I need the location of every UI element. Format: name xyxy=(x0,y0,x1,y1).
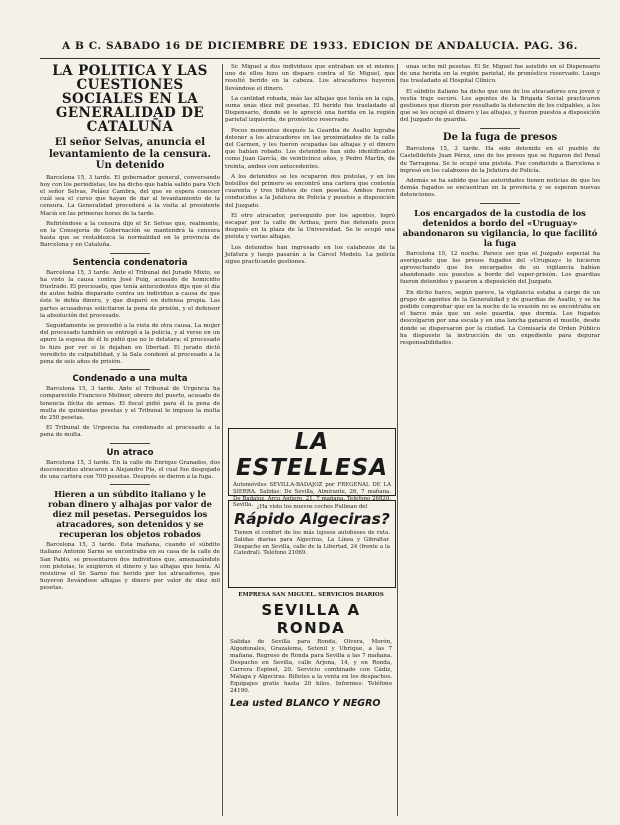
headline-atraco: Un atraco xyxy=(106,447,154,458)
article-paragraph: Seguidamente se procedió a la vista de otra causa. La mujer del procesado también se entregó a la policía, y al verse en un apuro la esposa de él le pidió que no le delatara; el procesado lo hizo por ver si le dejaban en libertad. El jurado dictó veredicto de culpabilidad, y la Sala condenó al procesado a la pena de seis años de prisión. xyxy=(40,322,220,365)
ad-kicker: ¿Ha visto los nuevos coches Pullman del xyxy=(256,504,368,510)
article-paragraph: En dicho barco, según parece, la vigilancia estaba a cargo de un grupo de agentes de la Generalidad y de guardias de Asalto, y se ha podido comprobar que en la noche de la evasión no se encontraba en el barco más que un solo guardia, que dormía. Los fugados descolgaron por una escala y en una lancha ganaron el muelle, desde donde se dispersaron por la ciudad. La Comisaría de Orden Público ha dispuesto la instrucción de un expediente para depurar responsabilidades. xyxy=(400,289,600,346)
section-rule xyxy=(110,369,150,370)
article-paragraph: Pocos momentos después la Guardia de Asalto lograba detener a los atracadores en las proximidades de la calle del Carmen, y les fueron ocupadas las alhajas y el dinero que habían robado. Los detenidos han sido identificados como Juan García, de veinticinco años, y Pedro Martín, de treinta, ambos con antecedentes. xyxy=(225,127,395,170)
section-rule xyxy=(480,203,520,204)
headline-politica: LA POLITICA Y LAS CUESTIONES SOCIALES EN LA GENERALIDAD DE CATALUÑA xyxy=(52,63,208,135)
article-paragraph: Barcelona 15, 3 tarde. En la calle de Enrique Granados, dos desconocidos atracaron a Alejandro Pla, el cual fue despojado de una cartera con 700 pesetas. Después se dieron a la fuga. xyxy=(40,459,220,480)
headline-sentencia: Sentencia condenatoria xyxy=(72,257,188,268)
section-rule xyxy=(110,443,150,444)
article-paragraph: Refiriéndose a la censura dijo el Sr. Selvas que, realmente, en la Consejería de Gobernación se mantendrá la censura hasta que se restablezca la normalidad en la provincia de Barcelona y en Cataluña. xyxy=(40,220,220,249)
column-right xyxy=(400,64,600,814)
headline-multa: Condenado a una multa xyxy=(72,374,188,385)
ad-title: SEVILLA A RONDA xyxy=(261,600,361,637)
article-paragraph: unas ocho mil pesetas. El Sr. Miguel fue asistido en el Dispensario de una herida en la región parietal, de pronóstico reservado. Luego fue trasladado al Hospital Clínico. xyxy=(400,64,600,85)
ad-title: Rápido Algeciras? xyxy=(234,510,390,529)
ad-text: Automóviles SEVILLA-BADAJOZ por FREGENAL DE LA SIERRA. Salidas: De Sevilla, Almirante, 26, 7 mañana. De Badajoz, Arco Agüero, 21, 7 mañana. Teléfono 26820. Sevilla. xyxy=(233,482,391,509)
column-middle xyxy=(225,64,395,424)
ad-text: Tienen el confort de los más lujosos autobuses de ruta. Salidas diarias para Algeciras, La Línea y Gibraltar. Despacho en Sevilla, calle de la Libertad, 24 (frente a la Catedral). Teléfono 21069. xyxy=(234,530,390,557)
article-paragraph: Barcelona 15, 3 tarde. Ante el Tribunal de Urgencia ha comparecido Francisco Moliner, obrero del puerto, acusado de tenencia ilícita de armas. El fiscal pidió para él la pena de multa de quinientas pesetas y el Tribunal le impuso la multa de 250 pesetas. xyxy=(40,386,220,421)
article-paragraph: Barcelona 15, 12 noche. Parece ser que el Juzgado especial ha averiguado que los presos fugados del «Uruguay» lo hicieron aprovechando que los encargados de su vigilancia habían abandonado sus puestos a bordo del vapor-prisión. Los guardias fueron detenidos y pasaron a disposición del Juzgado. xyxy=(400,250,600,286)
header-rule xyxy=(40,58,600,59)
article-paragraph: Barcelona 15, 3 tarde. El gobernador general, conversando hoy con los periodistas, les ha dicho que había salido para Vich el señor Selvas, Peláez Cambra, del que se espera conocer cuál sea el curso que hayan de dar al levantamiento de la censura. La Generalidad procederá a la visita al presidente Macià en las primeras horas de la tarde. xyxy=(40,174,220,217)
article-paragraph: Barcelona 15, 3 tarde. Esta mañana, cuando el súbdito italiano Antonio Sarno se encontraba en su casa de la calle de San Pablo, se presentaron dos individuos que, amenazándole con pistolas, le exigieron el dinero y las alhajas que tenía. Al resistirse el Sr. Sarno fue herido por los atracadores, que huyeron llevándose alhajas y dinero por valor de diez mil pesetas. xyxy=(40,542,220,592)
headline-fuga: De la fuga de presos xyxy=(442,131,558,143)
section-rule xyxy=(110,484,150,485)
ad-footer: Lea usted BLANCO Y NEGRO xyxy=(230,697,381,709)
headline-hieren: Hieren a un súbdito italiano y le roban dinero y alhajas por valor de diez mil pesetas. Perseguidos los atracadores, son detenidos y se recuperan los objetos robados xyxy=(48,489,212,540)
article-paragraph: El súbdito italiano ha dicho que uno de los atracadores era joven y vestía traje oscuro. Los agentes de la Brigada Social practicaron gestiones que dieron por resultado la detención de los culpables, a los que se les ocupó el dinero y las alhajas, y fueron puestos a disposición del Juzgado de guardia. xyxy=(400,88,600,124)
column-divider xyxy=(222,64,223,816)
section-rule xyxy=(480,128,520,129)
column-left xyxy=(40,64,220,814)
article-paragraph: Barcelona 15, 3 tarde. Ante el Tribunal del Jurado Mixto, se ha visto la causa contra José Puig, acusado de homicidio frustrado. El procesado, que tenía antecedentes dijo que el día de autos había disparado contra un individuo a causa de que éste le debía dinero, y que disparó en defensa propia. Las partes acusadoras solicitaron la pena de prisión, y el defensor la absolución del procesado. xyxy=(40,269,220,319)
headline-uruguay: Los encargados de la custodia de los detenidos a bordo del «Uruguay» abandonaron su vigilancia, lo que facilitó la fuga xyxy=(402,207,598,248)
article-paragraph: A los detenidos se les ocuparon dos pistolas, y en los bolsillos del primero se encontró una cartera que contenía cuarenta y tres billetes de cien pesetas. Ambos fueron conducidos a la Jefatura de Policía y puestos a disposición del Juzgado. xyxy=(225,173,395,209)
subheadline-selvas: El señor Selvas, anuncia el levantamiento de la censura. Un detenido xyxy=(48,137,212,171)
article-paragraph: El otro atracador, perseguido por los agentes, logró escapar por la calle de Aribau, pero fue detenido poco después en la plaza de la Universidad. Se le ocupó una pistola y varias alhajas. xyxy=(225,212,395,241)
article-paragraph: La cantidad robada, más las alhajas que tenía en la caja, suma unas diez mil pesetas. El herido fue trasladado al Dispensario, donde se le apreció una herida en la región parietal izquierda, de pronóstico reservado. xyxy=(225,95,395,124)
article-paragraph: Barcelona 15, 3 tarde. Ha sido detenido en el pueblo de Castelldefels Juan Pérez, uno de los presos que se fugaron del Penal de Tarragona. Se le ocupó una pistola. Fue conducido a Barcelona e ingresó en los calabozos de la Jefatura de Policía. xyxy=(400,146,600,174)
section-rule xyxy=(110,253,150,254)
ad-text: Salidas de Sevilla para Ronda, Olvera, Morón, Algodonales, Grazalema, Setenil y Ubrique, a las 7 mañana. Regreso de Ronda para Sevilla a las 7 mañana. Despacho en Sevilla, calle Arjona, 14, y en Ronda, Carrera Espinel, 20. Servicio combinado con Cádiz, Málaga y Algeciras. Billetes a la venta en los despachos. Equipajes gratis hasta 20 kilos. Informes: Teléfono 24190. xyxy=(230,638,392,694)
article-paragraph: Además se ha sabido que las autoridades tienen noticias de que los demás fugados se encuentran en la provincia y se esperan nuevas detenciones. xyxy=(400,177,600,199)
ad-kicker: EMPRESA SAN MIGUEL. SERVICIOS DIARIOS xyxy=(238,592,384,598)
ad-sevilla-ronda xyxy=(228,592,394,816)
page-header: A B C. SABADO 16 DE DICIEMBRE DE 1933. EDICION DE ANDALUCIA. PAG. 36. xyxy=(62,40,578,52)
column-divider xyxy=(397,64,398,816)
article-paragraph: El Tribunal de Urgencia ha condenado al procesado a la pena de multa. xyxy=(40,425,220,439)
ad-title: LA ESTELLESA xyxy=(235,429,389,481)
ad-rapido-algeciras xyxy=(228,500,396,588)
article-paragraph: Los detenidos han ingresado en los calabozos de la Jefatura y luego pasarán a la Cárcel Modelo. La policía sigue practicando gestiones. xyxy=(225,244,395,266)
article-paragraph: Sr. Miguel a dos individuos que entraban en el mismo; uno de ellos hizo un disparo contra el Sr. Miguel, que resultó herido en la cabeza. Los atracadores huyeron llevándose el dinero. xyxy=(225,64,395,92)
